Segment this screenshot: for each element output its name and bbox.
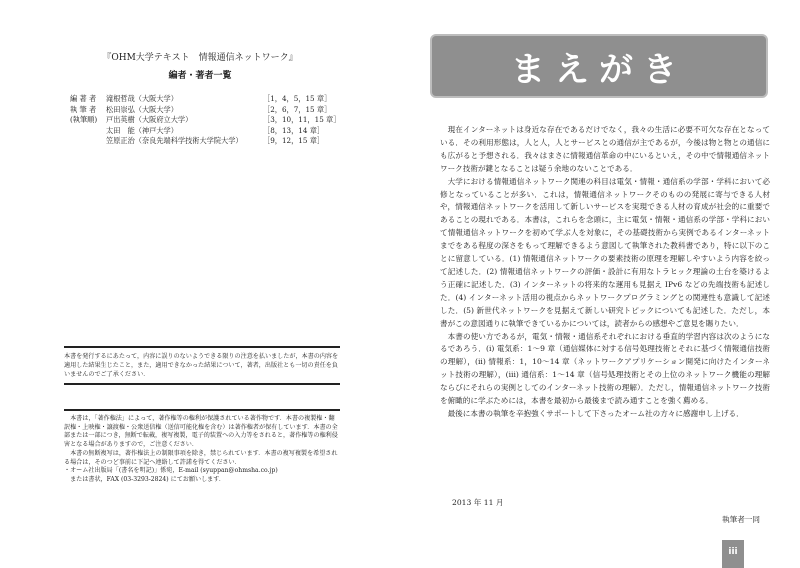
preface-signature: 執筆者一同	[722, 515, 760, 524]
credit-role: 執 筆 者	[70, 104, 97, 114]
copyright-contact: ・オーム社出版局「(書名を明記)」係宛，E-mail (syuppan@ohmsha.co.jp)	[64, 467, 278, 475]
credit-name: 戸出英樹（大阪府立大学）	[106, 115, 193, 124]
credit-name: 太田 能（神戸大学）	[106, 125, 178, 135]
disclaimer-notice	[64, 346, 340, 385]
disclaimer-text: 本書を発行するにあたって，内容に誤りのないようできる限りの注意を払いましたが，本書の内容を適用した結果生じたこと，また，適用できなかった結果について，著者，出版社とも一切の責任を負いませんのでご了承ください．	[64, 353, 339, 378]
credit-name: 笠原正治（奈良先端科学技術大学院大学）	[106, 136, 243, 145]
credit-role: 編 著 者	[70, 94, 97, 103]
credit-role: (執筆順)	[70, 115, 98, 124]
credit-name: 滝根哲哉（大阪大学）	[106, 94, 178, 103]
page-number: iii	[722, 540, 744, 568]
copyright-paragraph: 本書は，「著作権法」によって，著作権等の権利が保護されている著作物です．本書の複製権・翻訳権・上映権・譲渡権・公衆送信権（送信可能化権を含む）は著作権者が保有しています．本書の全部または一部につき，無断で転載，複写複製，電子的装置への入力等をされると，著作権等の権利侵害となる場合がありますので，ご注意ください．	[64, 415, 338, 449]
preface-paragraph: 現在インターネットは身近な存在であるだけでなく，我々の生活に必要不可欠な存在となっている．その利用形態は，人と人，人とサービスとの通信が主であるが，今後は物と物との通信にも広がると予想される．我々はまさに情報通信革命の中にいるといえ，その中で情報通信ネットワーク技術が鍵となることは疑う余地のないことである．	[440, 125, 770, 173]
credit-name: 松田崇弘（大阪大学）	[106, 104, 178, 114]
credit-row	[70, 94, 360, 105]
credit-chapters: ［8，13，14 章］	[263, 125, 325, 135]
preface-paragraph: 大学における情報通信ネットワーク関連の科目は電気・情報・通信系の学部・学科において必修となっていることが多い．これは，情報通信ネットワークそのものの発展に寄与できる人材や，情報通信ネットワークを活用して新しいサービスを実現できる人材の育成が社会的に重要であることの現れである．本書は，これらを念頭に，主に電気・情報・通信系の学部・学科において情報通信ネットワークを初めて学ぶ人を対象に，その基礎技術から実例であるインターネットまでをある程度の深さをもって理解できるよう意図して執筆された教科書であり，特に以下のことに留意している．(1) 情報通信ネットワークの要素技術の原理を理解しやすいよう内容を絞って記述した．(2) 情報通信ネットワークの評価・設計に有用なトラヒック理論の土台を築けるよう正確に記述した．(3) インターネットの将来的な運用も見据え IPv6 などの先端技術も記述した．(4) インターネット活用の視点からネットワークプログラミングとの関連性も意識して記述した．(5) 新世代ネットワークを見据えて新しい研究トピックについても記述した．ただし，本書がこの意図通りに執筆できているかについては，読者からの感想やご意見を賜りたい．	[440, 176, 770, 328]
chapter-banner	[430, 34, 768, 98]
credit-chapters: ［9，12，15 章］	[263, 136, 325, 145]
credit-chapters: ［1，4，5，15 章］	[263, 94, 332, 103]
preface-body	[440, 124, 770, 421]
credit-row	[70, 115, 360, 126]
preface-date: 2013 年 11 月	[452, 498, 504, 507]
credits-list	[70, 94, 360, 147]
copyright-notice	[64, 409, 340, 485]
preface-paragraph: 本書の使い方であるが，電気・情報・通信系それぞれにおける垂直的学習内容は次のようになるであろう．(i) 電気系：1〜9 章（通信媒体に対する信号処理技術とそれに基づく情報通信技術の理解），(ii) 情報系：1，10〜14 章（ネットワークアプリケーション開発に向けたインターネット技術の理解），(iii) 通信系：1〜14 章（信号処理技術とその上位のネットワーク機能の理解ならびにそれらの実例としてのインターネット技術の理解）．ただし，情報通信ネットワーク技術を俯瞰的に学ぶためには，本書を最初から最後まで読み通すことを強く薦める．	[440, 331, 770, 406]
credit-row	[70, 136, 360, 147]
book-title: 『OHM大学テキスト 情報通信ネットワーク』	[102, 53, 298, 63]
credits-title: 編者・著者一覧	[168, 71, 232, 81]
credit-row	[70, 126, 360, 137]
credit-chapters: ［2，6，7，15 章］	[263, 104, 332, 114]
preface-paragraph: 最後に本書の執筆を辛抱強くサポートして下さったオーム社の方々に感謝申し上げる．	[447, 408, 744, 418]
page-title: まえがき	[511, 49, 687, 90]
copyright-paragraph: 本書の無断複写は，著作権法上の制限事項を除き，禁じられています．本書の複写複製を希望される場合は，そのつど事前に下記へ連絡して許諾を得てください．	[64, 449, 338, 466]
right-page	[400, 0, 800, 568]
credit-row	[70, 105, 360, 116]
copyright-contact: または書状，FAX (03-3293-2824) にてお願いします．	[70, 475, 225, 483]
credit-chapters: ［3，10，11，15 章］	[263, 115, 341, 124]
